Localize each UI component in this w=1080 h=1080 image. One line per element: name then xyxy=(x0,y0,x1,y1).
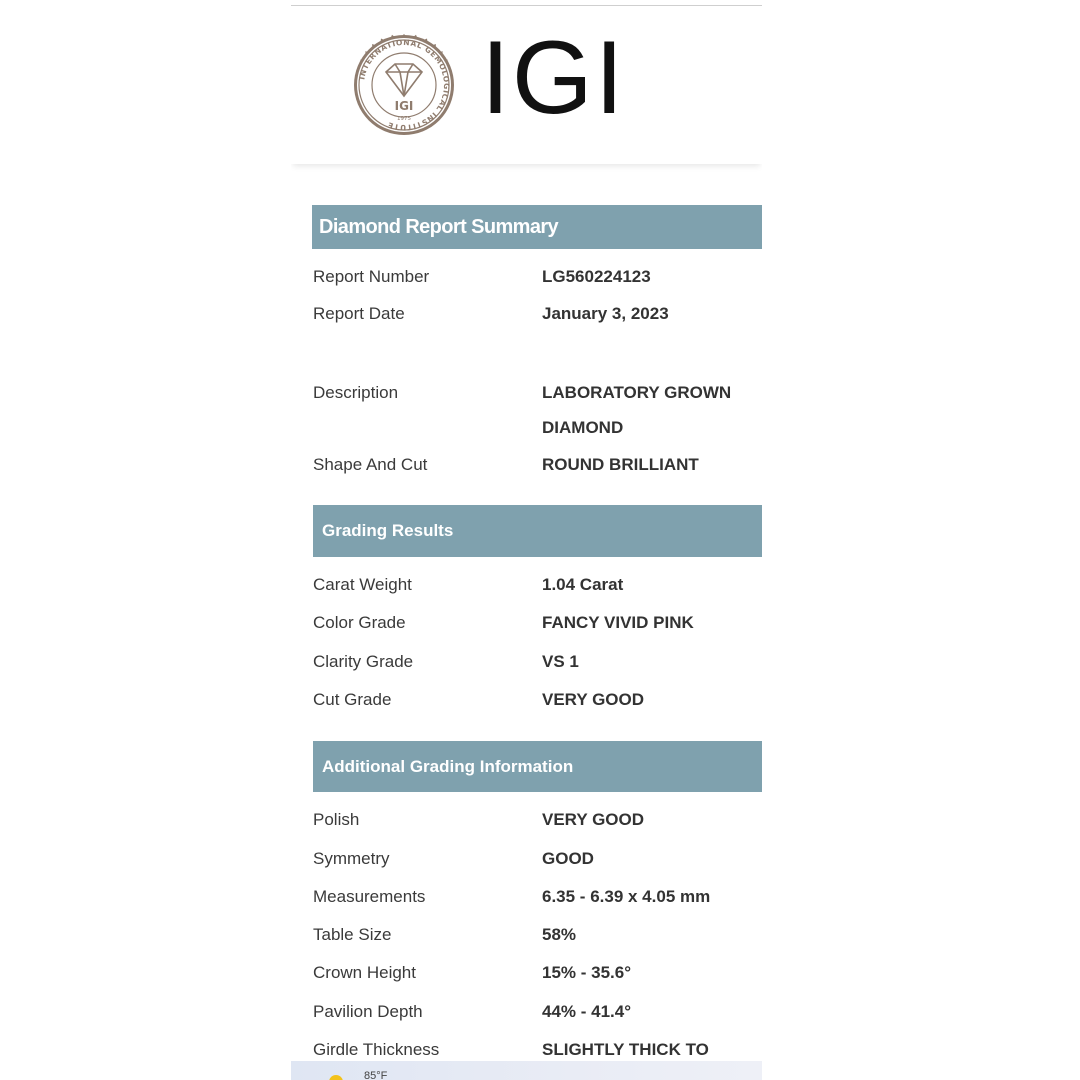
row-value: SLIGHTLY THICK TO xyxy=(542,1040,709,1059)
row-value: GOOD xyxy=(542,849,594,868)
row-label: Pavilion Depth xyxy=(313,1002,423,1021)
section-heading-additional-grading: Additional Grading Information xyxy=(313,741,762,792)
row-label: Cut Grade xyxy=(313,690,392,709)
row-value[interactable]: LG560224123 xyxy=(542,267,651,286)
row-label: Description xyxy=(313,383,399,402)
row-value: 15% - 35.6° xyxy=(542,963,632,982)
row-label: Report Date xyxy=(313,304,405,323)
row-label: Measurements xyxy=(313,887,426,906)
row-value: 58% xyxy=(542,925,577,944)
row-value: VERY GOOD xyxy=(542,690,645,709)
row-label: Clarity Grade xyxy=(313,652,414,671)
seal-monogram: IGI xyxy=(394,99,414,113)
row-label: Table Size xyxy=(313,925,392,944)
row-value: ROUND BRILLIANT xyxy=(542,455,699,474)
row-label: Polish xyxy=(313,810,360,829)
row-value: VS 1 xyxy=(542,652,579,671)
row-value: FANCY VIVID PINK xyxy=(542,613,694,632)
taskbar-strip xyxy=(291,1061,762,1080)
row-value: January 3, 2023 xyxy=(542,304,669,323)
report-page xyxy=(291,0,762,1080)
row-label: Shape And Cut xyxy=(313,455,428,474)
weather-temperature[interactable]: 85°F xyxy=(364,1070,388,1080)
row-value: 1.04 Carat xyxy=(542,575,624,594)
row-label: Carat Weight xyxy=(313,575,412,594)
sun-icon[interactable] xyxy=(329,1075,343,1080)
row-value: LABORATORY GROWN DIAMOND xyxy=(542,383,732,437)
report-header xyxy=(291,6,762,164)
seal-ring-text: INTERNATIONAL GEMOLOGICAL INSTITUTE xyxy=(357,37,452,133)
row-value: 6.35 - 6.39 x 4.05 mm xyxy=(542,887,711,906)
row-label: Color Grade xyxy=(313,613,406,632)
row-label: Girdle Thickness xyxy=(313,1040,440,1059)
igi-wordmark: IGI xyxy=(481,20,626,136)
igi-seal-logo xyxy=(343,24,465,146)
seal-year: 1975 xyxy=(397,116,411,122)
row-label: Report Number xyxy=(313,267,430,286)
row-value: VERY GOOD xyxy=(542,810,645,829)
section-heading-grading-results: Grading Results xyxy=(313,505,762,557)
row-value: 44% - 41.4° xyxy=(542,1002,632,1021)
section-heading-summary: Diamond Report Summary xyxy=(312,205,762,249)
row-label: Crown Height xyxy=(313,963,416,982)
row-label: Symmetry xyxy=(313,849,390,868)
